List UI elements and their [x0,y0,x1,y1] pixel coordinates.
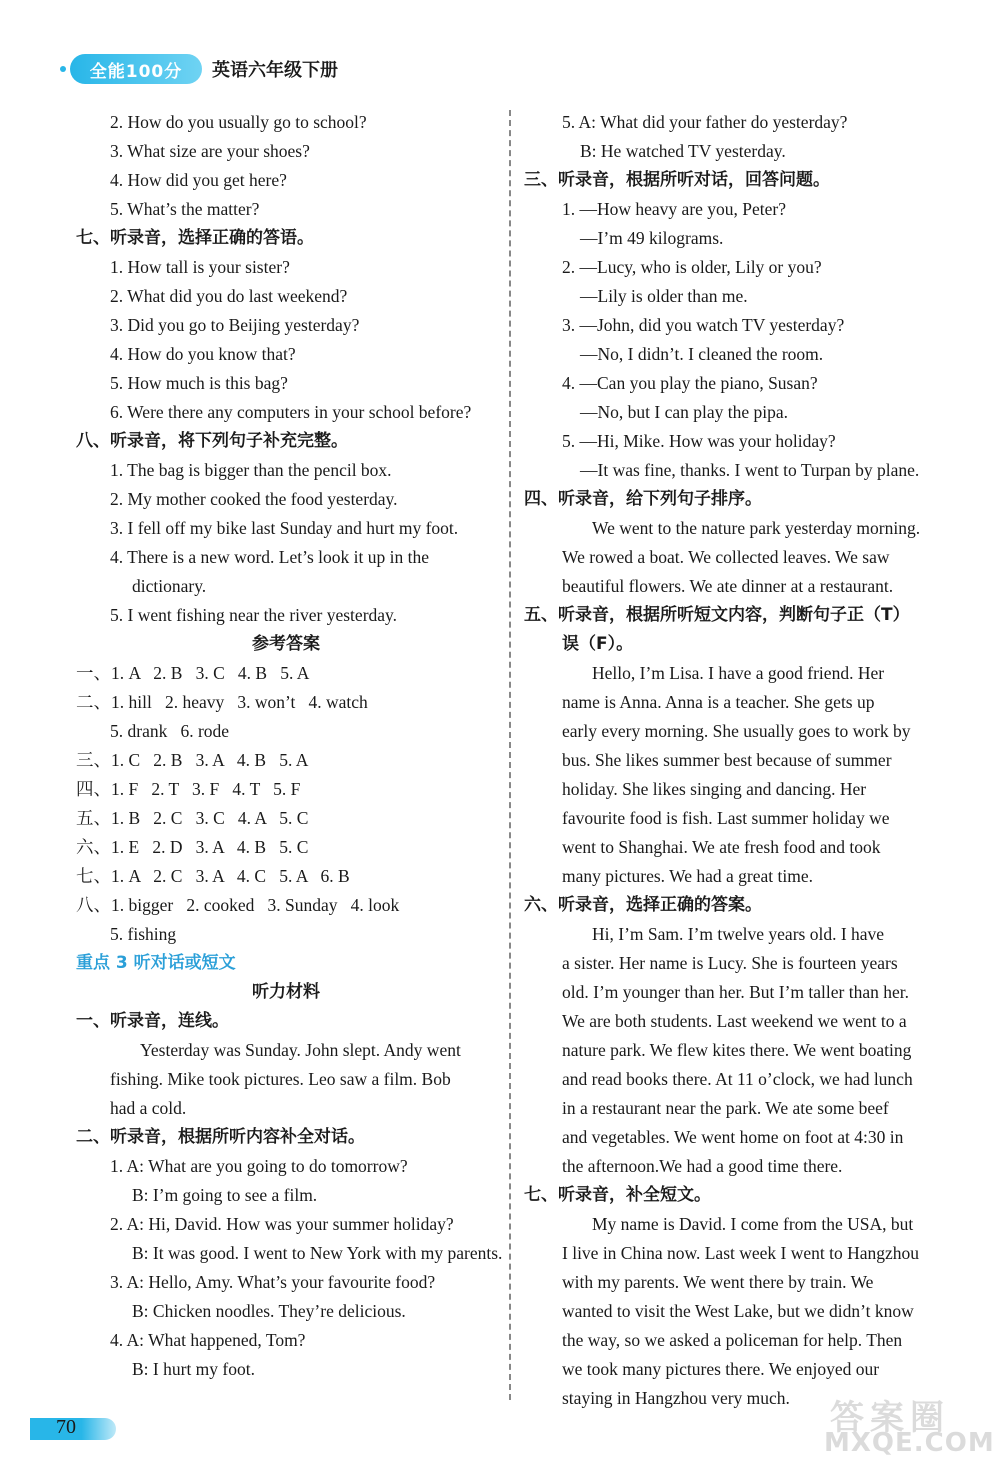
section-heading: 一、听录音，连线。 [76,1011,229,1031]
text-line: B: He watched TV yesterday. [580,141,786,161]
text-line: Hello, I’m Lisa. I have a good friend. Her [592,663,885,683]
text-line: 4. How do you know that? [110,344,296,364]
text-line: 1. The bag is bigger than the pencil box. [110,460,392,480]
text-line: 1. —How heavy are you, Peter? [562,199,787,219]
text-line: with my parents. We went there by train. We [562,1272,874,1292]
text-line: we took many pictures there. We enjoyed our [562,1359,880,1379]
text-line: and vegetables. We went home on foot at 4:30 in [562,1127,904,1147]
text-line: dictionary. [132,576,207,596]
answer-line: 三、1. C 2. B 3. A 4. B 5. A [76,750,309,770]
section-heading: 六、听录音，选择正确的答案。 [524,895,762,915]
text-line: nature park. We flew kites there. We went boating [562,1040,912,1060]
text-line: We went to the nature park yesterday morning. [592,518,921,538]
series-badge: 全能100分 [70,54,202,84]
text-line: 5. I went fishing near the river yesterday. [110,605,398,625]
text-line: name is Anna. Anna is a teacher. She gets up [562,692,875,712]
section-heading: 七、听录音，选择正确的答语。 [76,228,314,248]
text-line: 3. I fell off my bike last Sunday and hurt my foot. [110,518,459,538]
text-line: Hi, I’m Sam. I’m twelve years old. I have [592,924,885,944]
text-line: 5. —Hi, Mike. How was your holiday? [562,431,836,451]
text-line: 2. How do you usually go to school? [110,112,367,132]
text-line: 1. How tall is your sister? [110,257,290,277]
book-title: 英语六年级下册 [212,60,338,81]
answer-line: 四、1. F 2. T 3. F 4. T 5. F [76,779,301,799]
text-line: 6. Were there any computers in your school before? [110,402,472,422]
text-line: B: I’m going to see a film. [132,1185,318,1205]
text-line: 5. How much is this bag? [110,373,288,393]
text-line: the way, so we asked a policeman for help. Then [562,1330,903,1350]
centered-heading: 参考答案 [252,634,320,654]
text-line: —No, I didn’t. I cleaned the room. [580,344,824,364]
text-line: wanted to visit the West Lake, but we didn’t know [562,1301,914,1321]
text-line: 3. —John, did you watch TV yesterday? [562,315,845,335]
answer-line: 八、1. bigger 2. cooked 3. Sunday 4. look [76,895,400,915]
text-line: 4. A: What happened, Tom? [110,1330,306,1350]
section-heading: 误（F）。 [562,634,634,654]
answer-line: 5. fishing [110,924,177,944]
text-line: 3. A: Hello, Amy. What’s your favourite food? [110,1272,436,1292]
centered-heading: 听力材料 [252,982,320,1002]
text-line: 3. Did you go to Beijing yesterday? [110,315,360,335]
text-line: —Lily is older than me. [580,286,748,306]
text-line: 5. A: What did your father do yesterday? [562,112,848,132]
text-line: early every morning. She usually goes to work by [562,721,911,741]
text-line: 5. What’s the matter? [110,199,260,219]
page-number: 70 [56,1416,76,1438]
section-heading: 三、听录音，根据所听对话，回答问题。 [524,170,830,190]
text-line: 2. What did you do last weekend? [110,286,348,306]
section-heading: 五、听录音，根据所听短文内容，判断句子正（T） [524,605,910,625]
answer-line: 七、1. A 2. C 3. A 4. C 5. A 6. B [76,866,350,886]
text-line: many pictures. We had a great time. [562,866,813,886]
text-line: —No, but I can play the pipa. [580,402,789,422]
watermark-cjk: 答案圈 [830,1398,950,1438]
text-line: old. I’m younger than her. But I’m taller than her. [562,982,909,1002]
answer-line: 二、1. hill 2. heavy 3. won’t 4. watch [76,692,368,712]
text-line: B: Chicken noodles. They’re delicious. [132,1301,406,1321]
text-line: 2. A: Hi, David. How was your summer holiday? [110,1214,454,1234]
watermark-url: MXQE.COM [824,1428,995,1458]
text-line: the afternoon.We had a good time there. [562,1156,843,1176]
answer-line: 一、1. A 2. B 3. C 4. B 5. A [76,663,310,683]
text-line: —It was fine, thanks. I went to Turpan by plane. [580,460,920,480]
text-line: My name is David. I come from the USA, but [592,1214,914,1234]
text-line: Yesterday was Sunday. John slept. Andy went [140,1040,461,1060]
left-column [76,108,503,1384]
text-line: 1. A: What are you going to do tomorrow? [110,1156,408,1176]
text-line: 2. —Lucy, who is older, Lily or you? [562,257,822,277]
answer-line: 五、1. B 2. C 3. C 4. A 5. C [76,808,309,828]
text-line: fishing. Mike took pictures. Leo saw a film. Bob [110,1069,451,1089]
text-line: staying in Hangzhou very much. [562,1388,790,1408]
watermark-logo [820,1390,995,1470]
text-line: I live in China now. Last week I went to Hangzhou [562,1243,920,1263]
text-line: B: It was good. I went to New York with my parents. [132,1243,503,1263]
text-line: holiday. She likes singing and dancing. Her [562,779,867,799]
answer-line: 六、1. E 2. D 3. A 4. B 5. C [76,837,309,857]
text-line: 4. How did you get here? [110,170,287,190]
text-line: 4. —Can you play the piano, Susan? [562,373,818,393]
text-line: in a restaurant near the park. We ate some beef [562,1098,889,1118]
column-divider [509,110,511,1400]
section-heading: 七、听录音，补全短文。 [524,1185,711,1205]
answer-line: 5. drank 6. rode [110,721,230,741]
text-line: We rowed a boat. We collected leaves. We saw [562,547,890,567]
text-line: 2. My mother cooked the food yesterday. [110,489,398,509]
text-line: 3. What size are your shoes? [110,141,310,161]
text-line: We are both students. Last weekend we went to a [562,1011,907,1031]
text-line: 4. There is a new word. Let’s look it up in the [110,547,429,567]
text-line: B: I hurt my foot. [132,1359,255,1379]
text-line: had a cold. [110,1098,187,1118]
text-line: and read books there. At 11 o’clock, we had lunch [562,1069,913,1089]
right-column [524,108,946,1413]
text-line: bus. She likes summer best because of summer [562,750,892,770]
section-heading: 四、听录音，给下列句子排序。 [524,489,762,509]
header-dot [60,66,66,72]
text-line: a sister. Her name is Lucy. She is fourteen years [562,953,898,973]
section-heading: 二、听录音，根据所听内容补全对话。 [76,1127,365,1147]
text-line: went to Shanghai. We ate fresh food and took [562,837,881,857]
text-line: —I’m 49 kilograms. [580,228,724,248]
section-heading: 八、听录音，将下列句子补充完整。 [76,431,348,451]
key-point-heading: 重点 3 听对话或短文 [76,953,236,973]
text-line: beautiful flowers. We ate dinner at a restaurant. [562,576,894,596]
text-line: favourite food is fish. Last summer holiday we [562,808,890,828]
